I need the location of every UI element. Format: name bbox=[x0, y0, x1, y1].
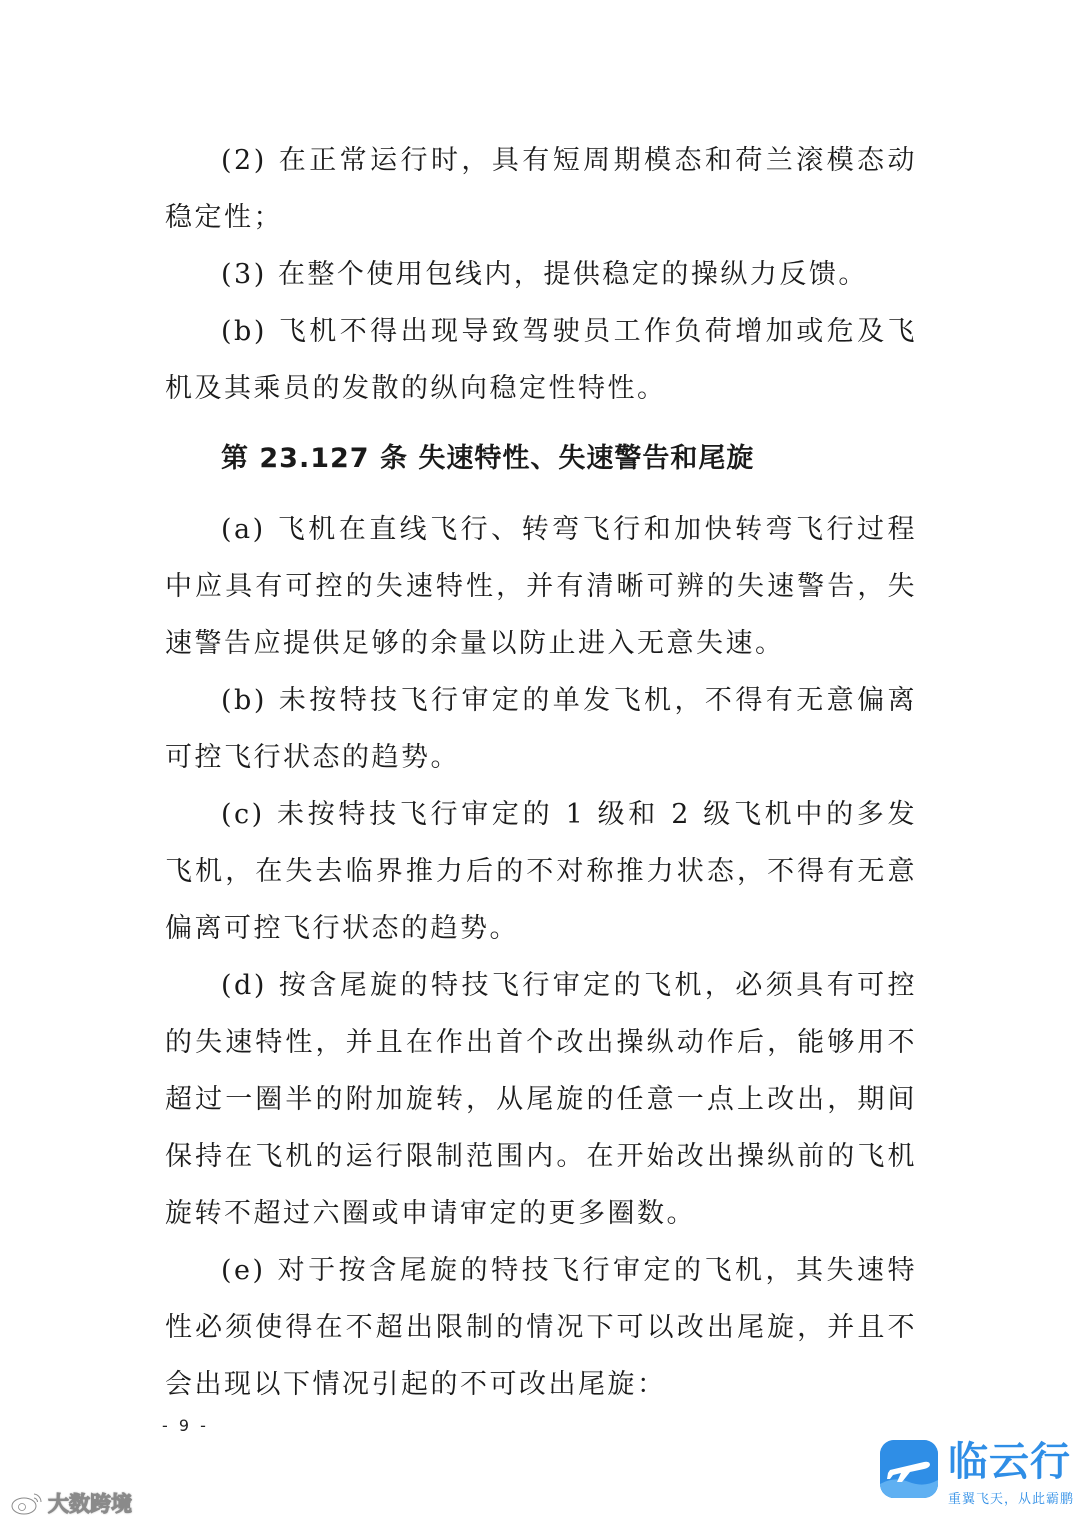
paragraph-a3: (3) 在整个使用包线内，提供稳定的操纵力反馈。 bbox=[221, 259, 868, 290]
airplane-icon bbox=[880, 1440, 938, 1498]
brand-logo bbox=[880, 1440, 1074, 1507]
source-watermark bbox=[10, 1488, 132, 1518]
document-body-bottom bbox=[165, 501, 917, 1413]
paragraph-127b: (b) 未按特技飞行审定的单发飞机，不得有无意偏离可控飞行状态的趋势。 bbox=[165, 685, 917, 773]
document-body-top bbox=[165, 132, 917, 417]
source-watermark-text: 大数跨境 bbox=[48, 1492, 132, 1516]
section-heading: 第 23.127 条 失速特性、失速警告和尾旋 bbox=[221, 443, 755, 474]
brand-name: 临云行 bbox=[948, 1439, 1071, 1485]
brand-slogan: 重翼飞天，从此霸鹏 bbox=[948, 1492, 1075, 1507]
paragraph-a2: (2) 在正常运行时，具有短周期模态和荷兰滚模态动稳定性； bbox=[165, 145, 917, 233]
weibo-icon bbox=[10, 1490, 44, 1516]
section-heading-block bbox=[165, 430, 917, 487]
brand-text bbox=[948, 1440, 1074, 1507]
paragraph-127e: (e) 对于按含尾旋的特技飞行审定的飞机，其失速特性必须使得在不超出限制的情况下可以改出尾旋，并且不会出现以下情况引起的不可改出尾旋： bbox=[165, 1255, 917, 1400]
paragraph-127c: (c) 未按特技飞行审定的 1 级和 2 级飞机中的多发飞机，在失去临界推力后的不对称推力状态，不得有无意偏离可控飞行状态的趋势。 bbox=[165, 799, 917, 944]
paragraph-127d: (d) 按含尾旋的特技飞行审定的飞机，必须具有可控的失速特性，并且在作出首个改出操纵动作后，能够用不超过一圈半的附加旋转，从尾旋的任意一点上改出，期间保持在飞机的运行限制范围内。在开始改出操纵前的飞机旋转不超过六圈或申请审定的更多圈数。 bbox=[165, 970, 917, 1229]
page-number: - 9 - bbox=[162, 1416, 209, 1435]
paragraph-b: (b) 飞机不得出现导致驾驶员工作负荷增加或危及飞机及其乘员的发散的纵向稳定性特性。 bbox=[165, 316, 917, 404]
paragraph-127a: (a) 飞机在直线飞行、转弯飞行和加快转弯飞行过程中应具有可控的失速特性，并有清晰可辨的失速警告，失速警告应提供足够的余量以防止进入无意失速。 bbox=[165, 514, 917, 659]
